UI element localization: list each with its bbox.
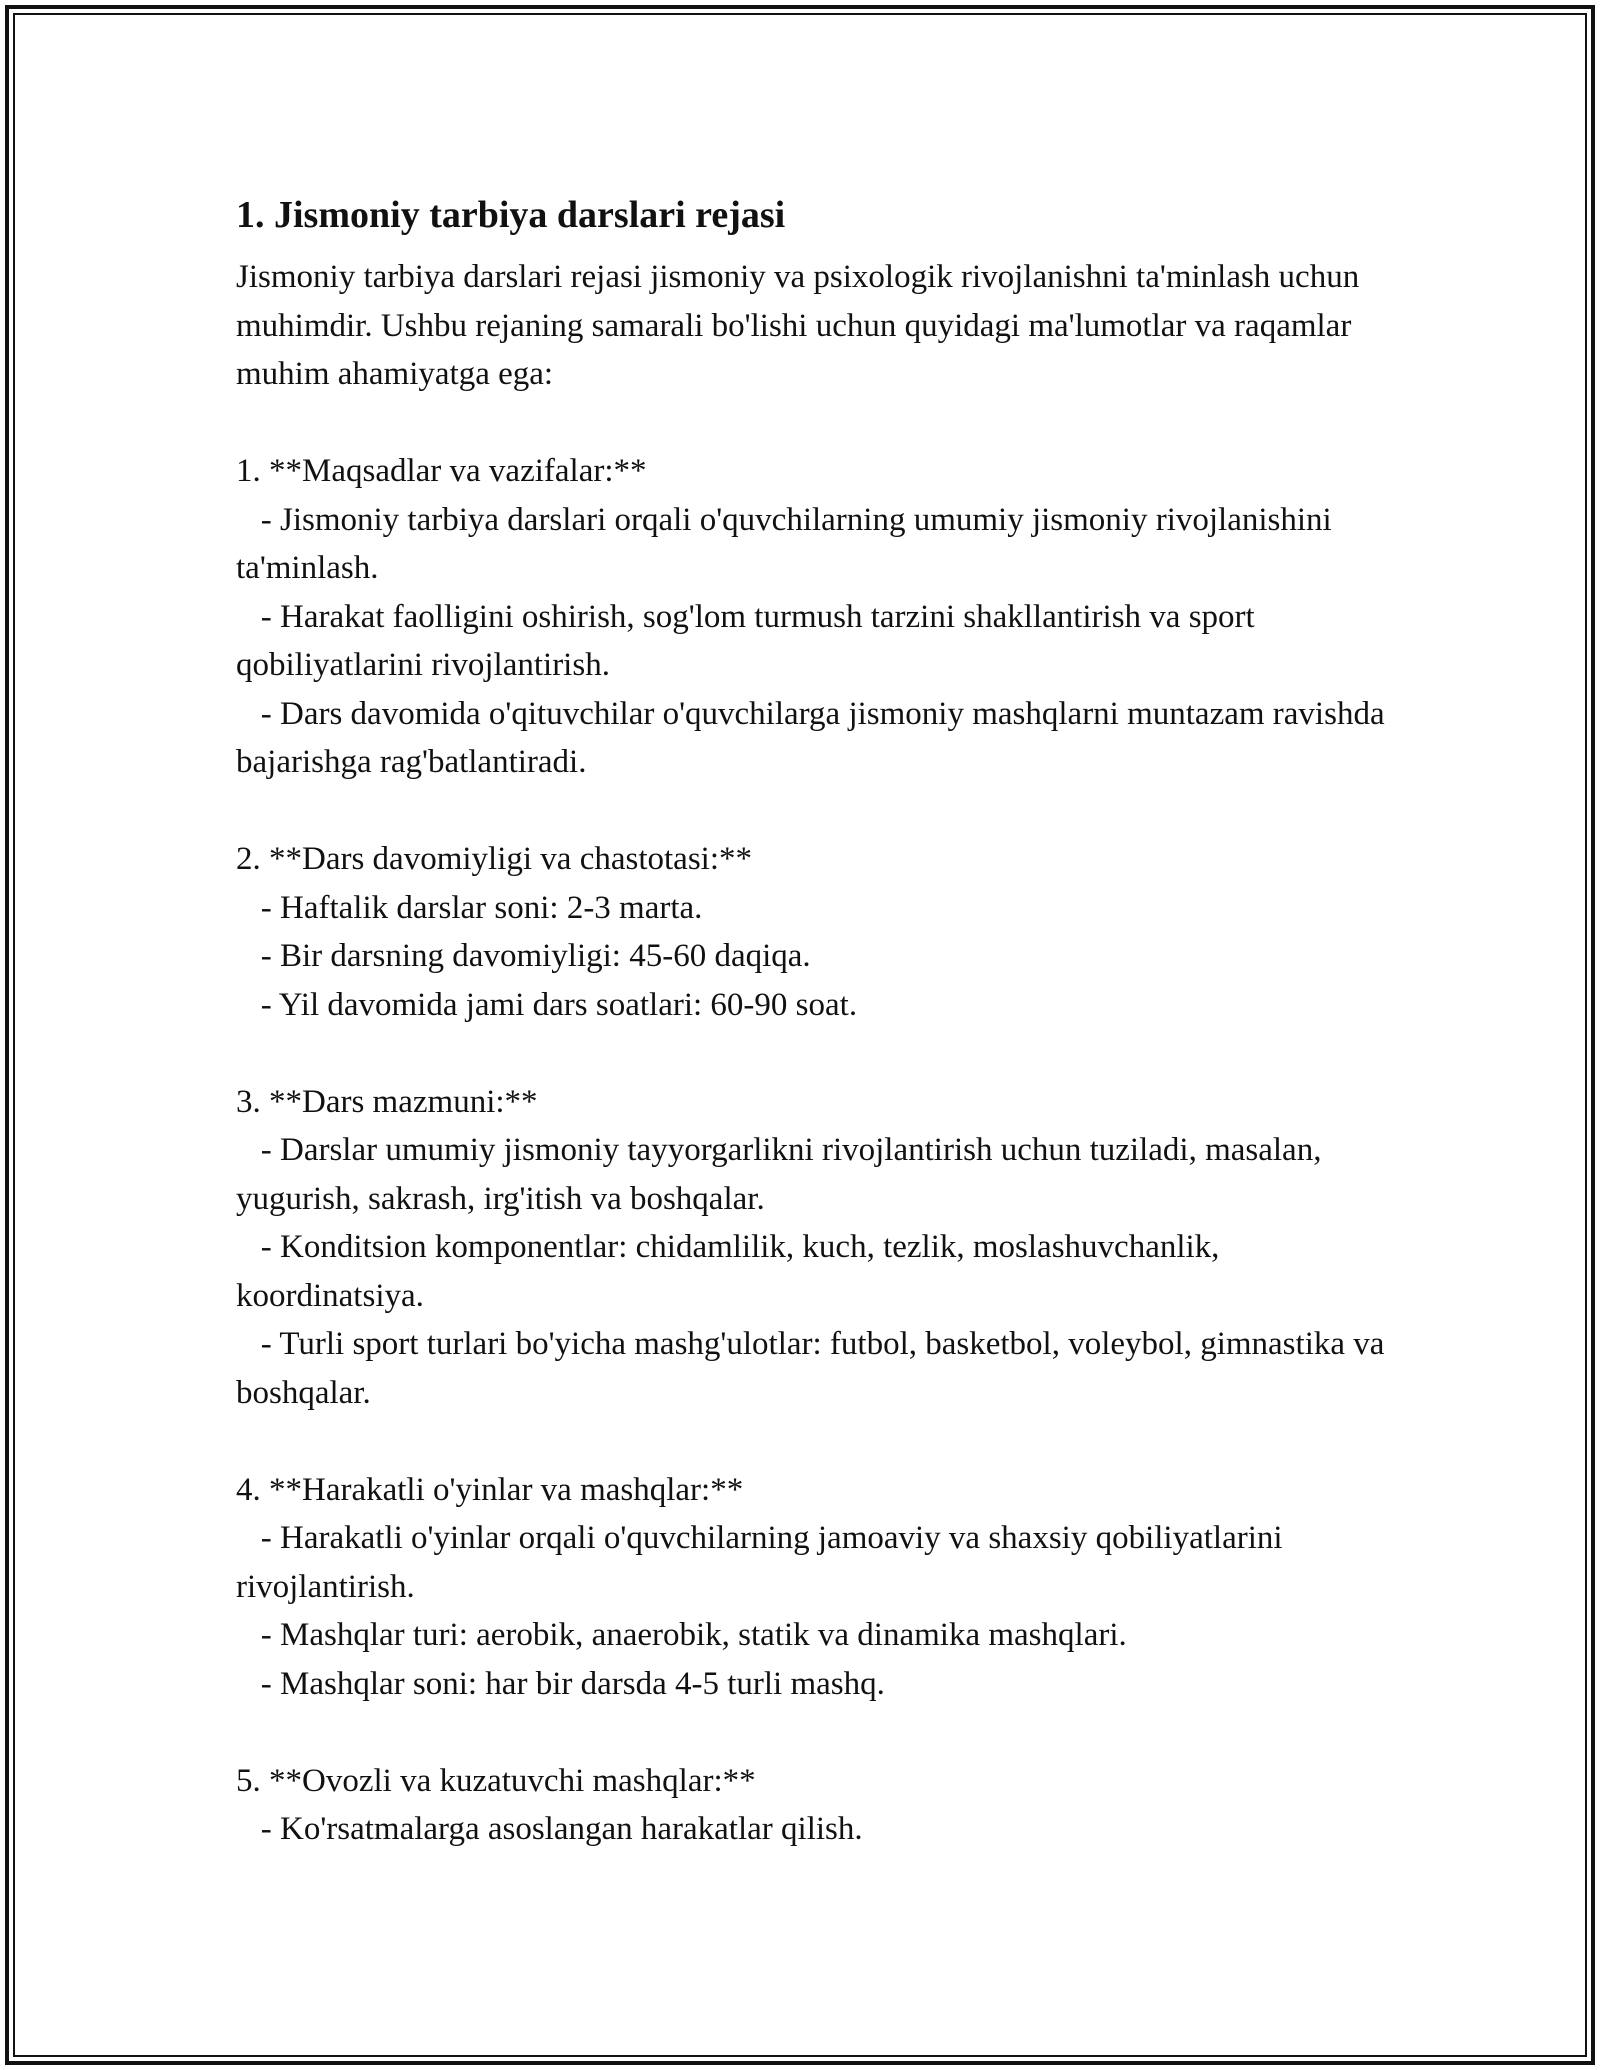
list-item: - Harakatli o'yinlar orqali o'quvchilarning jamoaviy va shaxsiy qobiliyatlarini rivojlantirish. <box>236 1520 1291 1605</box>
list-item: - Bir darsning davomiyligi: 45-60 daqiqa. <box>236 938 811 974</box>
section-games <box>236 1466 1396 1709</box>
list-item: - Mashqlar turi: aerobik, anaerobik, statik va dinamika mashqlari. <box>236 1617 1127 1653</box>
list-item: - Ko'rsatmalarga asoslangan harakatlar qilish. <box>236 1811 863 1847</box>
section-duration <box>236 835 1396 1029</box>
list-item: - Konditsion komponentlar: chidamlilik, kuch, tezlik, moslashuvchanlik, koordinatsiya. <box>236 1229 1228 1314</box>
section-goals <box>236 447 1396 787</box>
section-heading: 3. **Dars mazmuni:** <box>236 1083 538 1120</box>
list-item: - Jismoniy tarbiya darslari orqali o'quvchilarning umumiy jismoniy rivojlanishini ta'minlash. <box>236 501 1340 586</box>
list-item: - Haftalik darslar soni: 2-3 marta. <box>236 889 703 926</box>
intro-paragraph: Jismoniy tarbiya darslari rejasi jismoniy va psixologik rivojlanishni ta'minlash uchun muhimdir. Ushbu rejaning samarali bo'lishi uchun quyidagi ma'lumotlar va raqamlar muhim ahamiyatga ega: <box>236 259 1360 392</box>
section-content <box>236 1078 1396 1418</box>
document-title: 1. Jismoniy tarbiya darslari rejasi <box>236 194 786 236</box>
list-item: - Yil davomida jami dars soatlari: 60-90 soat. <box>236 986 858 1023</box>
list-item: - Harakat faolligini oshirish, sog'lom turmush tarzini shakllantirish va sport qobiliyatlarini rivojlantirish. <box>236 598 1263 683</box>
section-voice <box>236 1757 1396 1854</box>
list-item: - Darslar umumiy jismoniy tayyorgarlikni rivojlantirish uchun tuziladi, masalan, yugurish, sakrash, irg'itish va boshqalar. <box>236 1132 1330 1217</box>
section-heading: 2. **Dars davomiyligi va chastotasi:** <box>236 841 752 877</box>
section-heading: 1. **Maqsadlar va vazifalar:** <box>236 453 647 489</box>
list-item: - Dars davomida o'qituvchilar o'quvchilarga jismoniy mashqlarni muntazam ravishda bajarishga rag'batlantiradi. <box>236 695 1393 780</box>
list-item: - Turli sport turlari bo'yicha mashg'ulotlar: futbol, basketbol, voleybol, gimnastika va boshqalar. <box>236 1326 1393 1411</box>
section-heading: 5. **Ovozli va kuzatuvchi mashqlar:** <box>236 1762 756 1799</box>
list-item: - Mashqlar soni: har bir darsda 4-5 turli mashq. <box>236 1665 885 1702</box>
document-body <box>236 185 1396 1854</box>
section-heading: 4. **Harakatli o'yinlar va mashqlar:** <box>236 1471 744 1508</box>
